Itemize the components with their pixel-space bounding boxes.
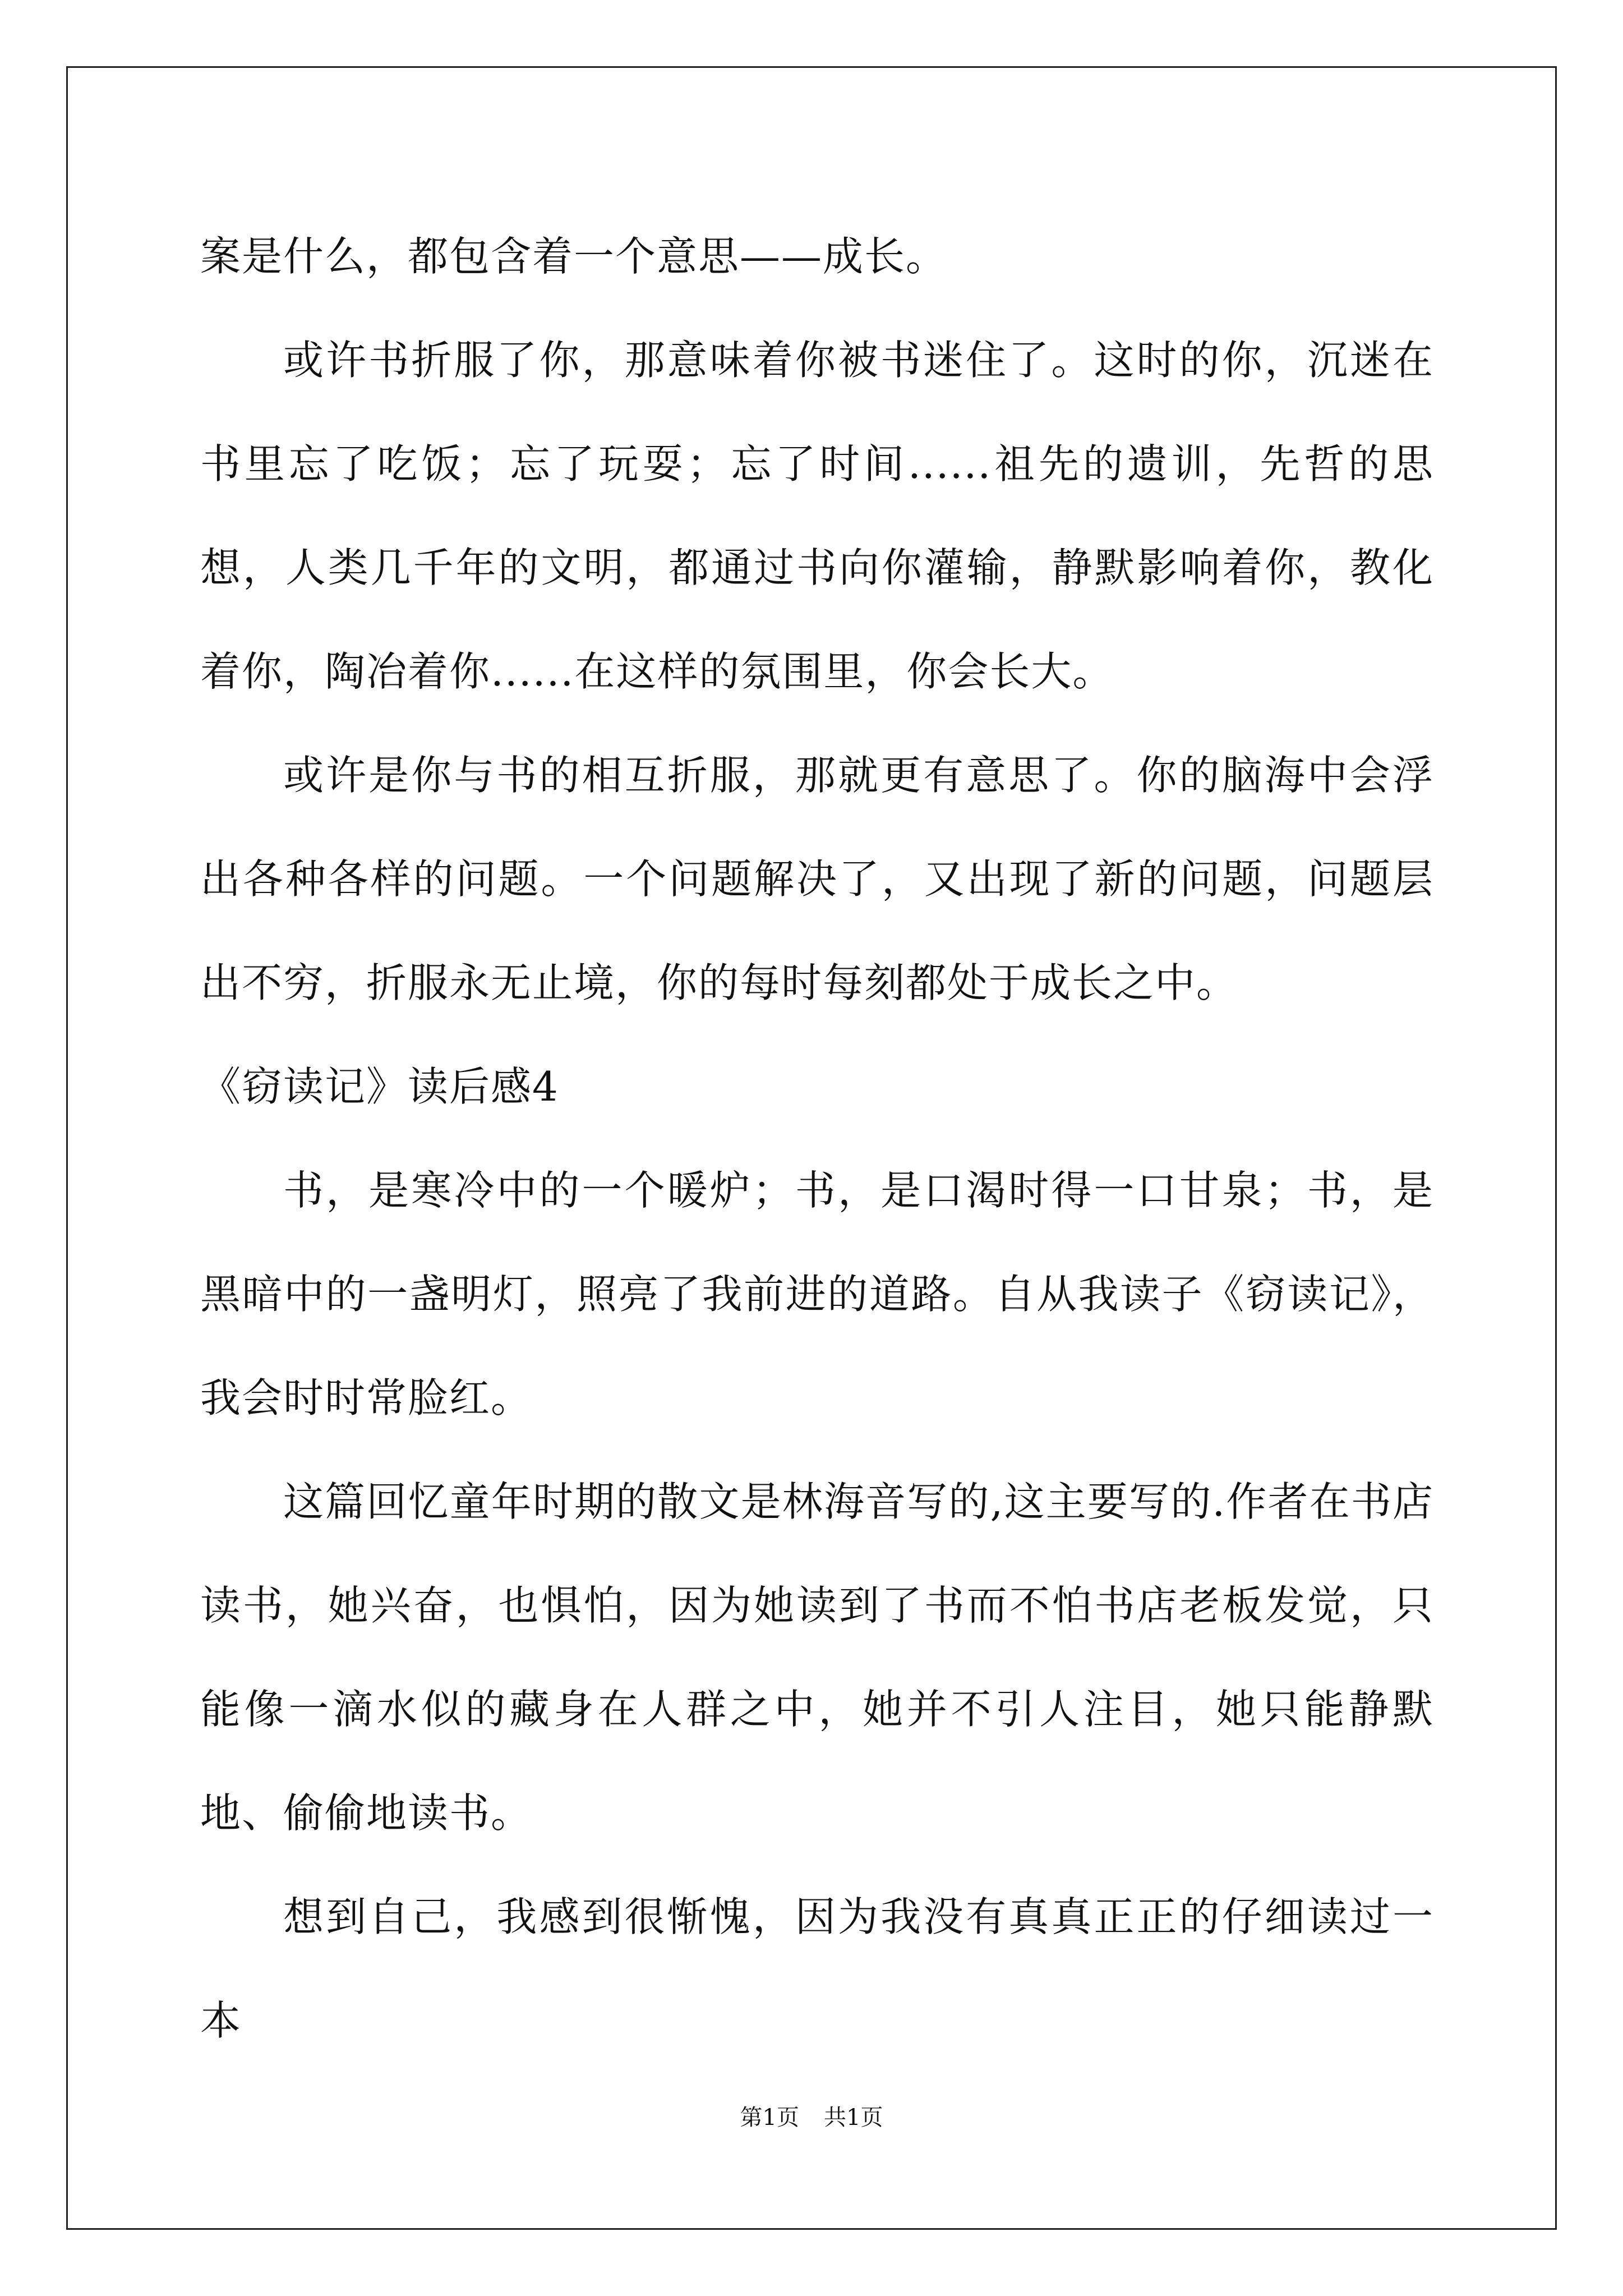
page-total: 共1页 [824, 2105, 883, 2131]
paragraph: 书，是寒冷中的一个暖炉；书，是口渴时得一口甘泉；书，是黑暗中的一盏明灯，照亮了我前进的道路。自从我读子《窃读记》，我会时时常脸红。 [200, 1167, 1434, 1421]
paragraph: 或许书折服了你，那意味着你被书迷住了。这时的你，沉迷在书里忘了吃饭；忘了玩耍；忘了时间......祖先的遗训，先哲的思想，人类几千年的文明，都通过书向你灌输，静默影响着你，教化着你，陶冶着你......在这样的氛围里，你会长大。 [200, 337, 1434, 695]
paragraph: 或许是你与书的相互折服，那就更有意思了。你的脑海中会浮出各种各样的问题。一个问题解决了，又出现了新的问题，问题层出不穷，折服永无止境，你的每时每刻都处于成长之中。 [200, 752, 1434, 1006]
page-footer [0, 2101, 1623, 2134]
paragraph-continuation: 案是什么，都包含着一个意思——成长。 [200, 233, 948, 280]
paragraph: 这篇回忆童年时期的散文是林海音写的,这主要写的.作者在书店读书，她兴奋，也惧怕，因为她读到了书而不怕书店老板发觉，只能像一滴水似的藏身在人群之中，她并不引人注目，她只能静默地、偷偷地读书。 [200, 1478, 1434, 1837]
document-body [200, 205, 1434, 2073]
paragraph: 想到自己，我感到很惭愧，因为我没有真真正正的仔细读过一本 [200, 1893, 1434, 2044]
page-number: 第1页 [740, 2105, 799, 2131]
section-heading: 《窃读记》读后感4 [200, 1063, 559, 1110]
